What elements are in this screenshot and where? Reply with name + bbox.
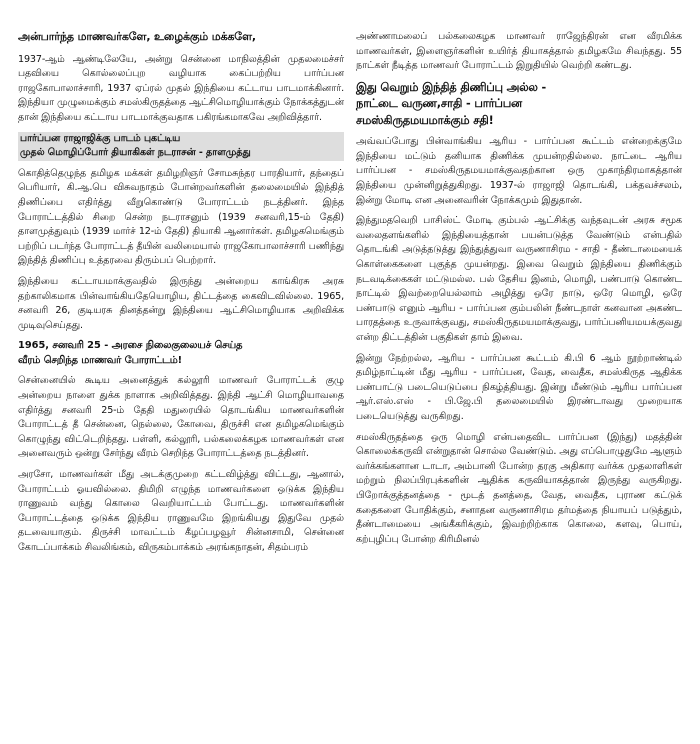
section-heading <box>356 80 682 130</box>
paragraph: கொதித்தெழுந்த தமிழக மக்கள் தமிழறிஞர் சோமசுந்தர பாரதியார், தந்தைப் பெரியார், கி.ஆ.பெ விசுவநாதம் போன்றவர்களின் தலைமையில் இந்தித் திணிப்பை எதிர்த்து வீறுகொண்டு போராட்டம் நடத்தினர். இந்த போராட்டத்தில் சிறை சென்ற நடராசனும் (1939 சனவரி,15-ம் தேதி) தாளமுத்துவும் (1939 மார்ச் 12-ம் தேதி) தியாகி ஆனார்கள். தமிழகமெங்கும் பற்றிப் படர்ந்த போராட்டத் தீயின் வலிமையால் ராஜகோபாலாச்சாரி பணிந்து இந்தித் திணிப்பு உத்தரவை திரும்பப் பெற்றார். <box>18 167 344 267</box>
heading-line: வீரம் செறிந்த மாணவர் போராட்டம்! <box>18 354 183 366</box>
paragraph: இந்துமதவெறி பாசிஸ்ட் மோடி கும்பல் ஆட்சிக்கு வந்தவுடன் அரசு சமூக வலைதளங்களில் இந்தியைத்தான் பயன்படுத்த வேண்டும் என்பதில் தொடங்கி அடுத்தடுத்து இந்துத்துவா வருணாசிரம - சாதி - தீண்டாமையைக் கொள்கைகளை புகுத்த முயன்றது. இவை வெறும் இந்தியை திணிக்கும் நடவடிக்கைகள் மட்டுமல்ல. பல் தேசிய இனம், மொழி, பண்பாடு கொண்ட நாட்டில் இவற்றையெல்லாம் அழித்து ஒரே நாடு, ஒரே மொழி, ஒரே பண்பாடு எனும் ஆரிய - பார்ப்பன கும்பலின் நீண்டநாள் கனவான அகண்ட பாரதத்தை உருவாக்குவது, சமஸ்கிருதமயமாக்குவது, பார்ப்பனியமயக்குவது என்ற திட்டத்தின் பகுதிகள் தாம் இவை. <box>356 215 682 343</box>
paragraph: இந்தியை கட்டாயமாக்குவதில் இருந்து அன்றைய காங்கிரசு அரசு தற்காலிகமாக பின்வாங்கியதேயொழிய, திட்டத்தை கைவிடவில்லை. 1965, சனவரி 26, குடியரசு தினத்தன்று இந்தியை ஆட்சிமொழியாக அறிவிக்க முடிவுசெய்தது. <box>18 275 344 331</box>
paragraph: சென்னையில் கூடிய அனைத்துக் கல்லூரி மாணவர் போராட்டக் குழு அன்றைய நாளை துக்க நாளாக அறிவித்தது. இந்தி ஆட்சி மொழியாவதை எதிர்த்து சனவரி 25-ம் தேதி மதுரையில் தொடங்கிய மாணவர்களின் போராட்டத் தீ சென்னை, நெல்லை, கோவை, திருச்சி என தமிழகமெங்கும் கொழுந்து விட்டெறிந்தது. பள்ளி, கல்லூரி, பல்கலைக்கழக மாணவர்கள் என அனைவரும் ஒன்று சேர்ந்து வீரம் செறிந்த போராட்டத்தை நடத்தினர். <box>18 375 344 460</box>
heading-line: நாட்டை வருண,சாதி - பார்ப்பன <box>356 97 522 111</box>
right-column <box>356 30 682 744</box>
heading-line: இது வெறும் இந்தித் திணிப்பு அல்ல - <box>356 80 547 94</box>
heading-line: சமஸ்கிருதமயமாக்கும் சதி! <box>356 113 494 127</box>
heading-line: பார்ப்பன ராஜாஜிக்கு பாடம் புகட்டிய <box>20 132 181 144</box>
heading-line: 1965, சனவரி 25 - அரசை நிலைகுலையச் செய்த <box>18 340 243 352</box>
paragraph: அரசோ, மாணவர்கள் மீது அடக்குமுறை கட்டவிழ்த்து விட்டது, ஆனால், போராட்டம் ஓயவில்லை. திமிறி எழுந்த மாணவர்களை ஒடுக்க இந்திய ராணுவம் வந்து கொலை வெறியாட்டம் போட்டது. மாணவர்களின் போராட்டத்தை ஒடுக்க இந்திய ராணுவமே இறங்கியது இதுவே முதல் தடவையாகும். திருச்சி மாவட்டம் கீழப்பழவூர் சின்னசாமி, சென்னை கோடப்பாக்கம் சிவலிங்கம், விருகம்பாக்கம் அரங்கநாதன், சிதம்பரம் <box>18 469 344 553</box>
paragraph: 1937-ஆம் ஆண்டிலேயே, அன்று சென்னை மாநிலத்தின் முதலமைச்சர் பதவியை கொல்லைப்புற வழியாக கைப்பற்றிய பார்ப்பன ராஜகோபாலாச்சாரி, 1937 ஏப்ரல் முதல் இந்தியை கட்டாய பாடமாக்கினார். இந்தியா முழுமைக்கும் சமஸ்கிருதத்தை ஆட்சிமொழியாக்கும் நோக்கத்துடன் தான் இந்தியை கட்டாய பாடமாக்குவதாக பகிரங்கமாகவே அறிவித்தார். <box>18 53 344 123</box>
section-heading <box>18 339 344 368</box>
paragraph: இன்று நேற்றல்ல, ஆரிய - பார்ப்பன கூட்டம் கி.பி 6 ஆம் நூற்றாண்டில் தமிழ்நாட்டின் மீது ஆரிய - பார்ப்பன, வேத, வைதீக, சமஸ்கிருத ஆதிக்க பண்பாட்டு படையெடுப்பை நிகழ்த்தியது. இன்று மீண்டும் ஆரிய பார்ப்பன ஆர்.எஸ்.எஸ் - பி.ஜே.பி தலைமையில் இரண்டாவது முறையாக படையெடுத்து வருகிறது. <box>356 352 682 422</box>
heading-line: முதல் மொழிப்போர் தியாகிகள் நடராசன் - தாளமுத்து <box>20 147 251 159</box>
paragraph: அண்ணாமலைப் பல்கலைகழக மாணவர் ராஜேந்திரன் என வீரமிக்க மாணவர்கள், இளைஞர்களின் உயிர்த் தியாகத்தால் தமிழகமே சிவந்தது. 55 நாட்கள் நீடித்த மாணவர் போராட்டம் இறுதியில் வெற்றி கண்டது. <box>356 31 682 72</box>
left-column <box>18 30 344 744</box>
paragraph: அவ்வப்போது பின்வாங்கிய ஆரிய - பார்ப்பன கூட்டம் என்றைக்குமே இந்தியை மட்டும் தனியாக திணிக்க முயன்றதில்லை. நாட்டை ஆரிய பார்ப்பன - சமஸ்கிருதமயமாக்குவதற்கான ஒரு முகாந்திரமாகத்தான் இந்தியை முன்னிறுத்துகிறது. 1937-ல் ராஜாஜி தொடங்கி, பக்தவச்சலம், இன்று மோடி என அனைவரின் நோக்கமும் இதுதான். <box>356 136 682 206</box>
section-heading <box>18 132 344 161</box>
greeting: அன்பார்ந்த மாணவர்களே, உழைக்கும் மக்களே, <box>18 30 256 43</box>
paragraph: சமஸ்கிருதத்தை ஒரு மொழி என்பதைவிட பார்ப்பன (இந்து) மதத்தின் கொலைக்கருவி என்றுதான் சொல்ல வேண்டும். அது எப்பொழுதுமே ஆளும் வர்க்கங்களான டாடா, அம்பானி போன்ற தரகு அதிகார வர்க்க முதலாளிகள் மற்றும் நிலப்பிரபுக்களின் ஆதிக்க கருவியாகத்தான் இருந்து வருகிறது. பிறோக்குத்தனத்தை - மூடத் தனத்தை, வேத, வைதீக, புராண கட்டுக் கதைகளை போதிக்கும், சனாதன வருணாசிரம தர்மத்தை நியாயப் படுத்தும், தீண்டாமையை அங்கீகரிக்கும், இவற்றிற்காக கொலை, களவு, பொய், கற்புழிப்பு போன்ற கிரிமினல் <box>356 431 682 545</box>
